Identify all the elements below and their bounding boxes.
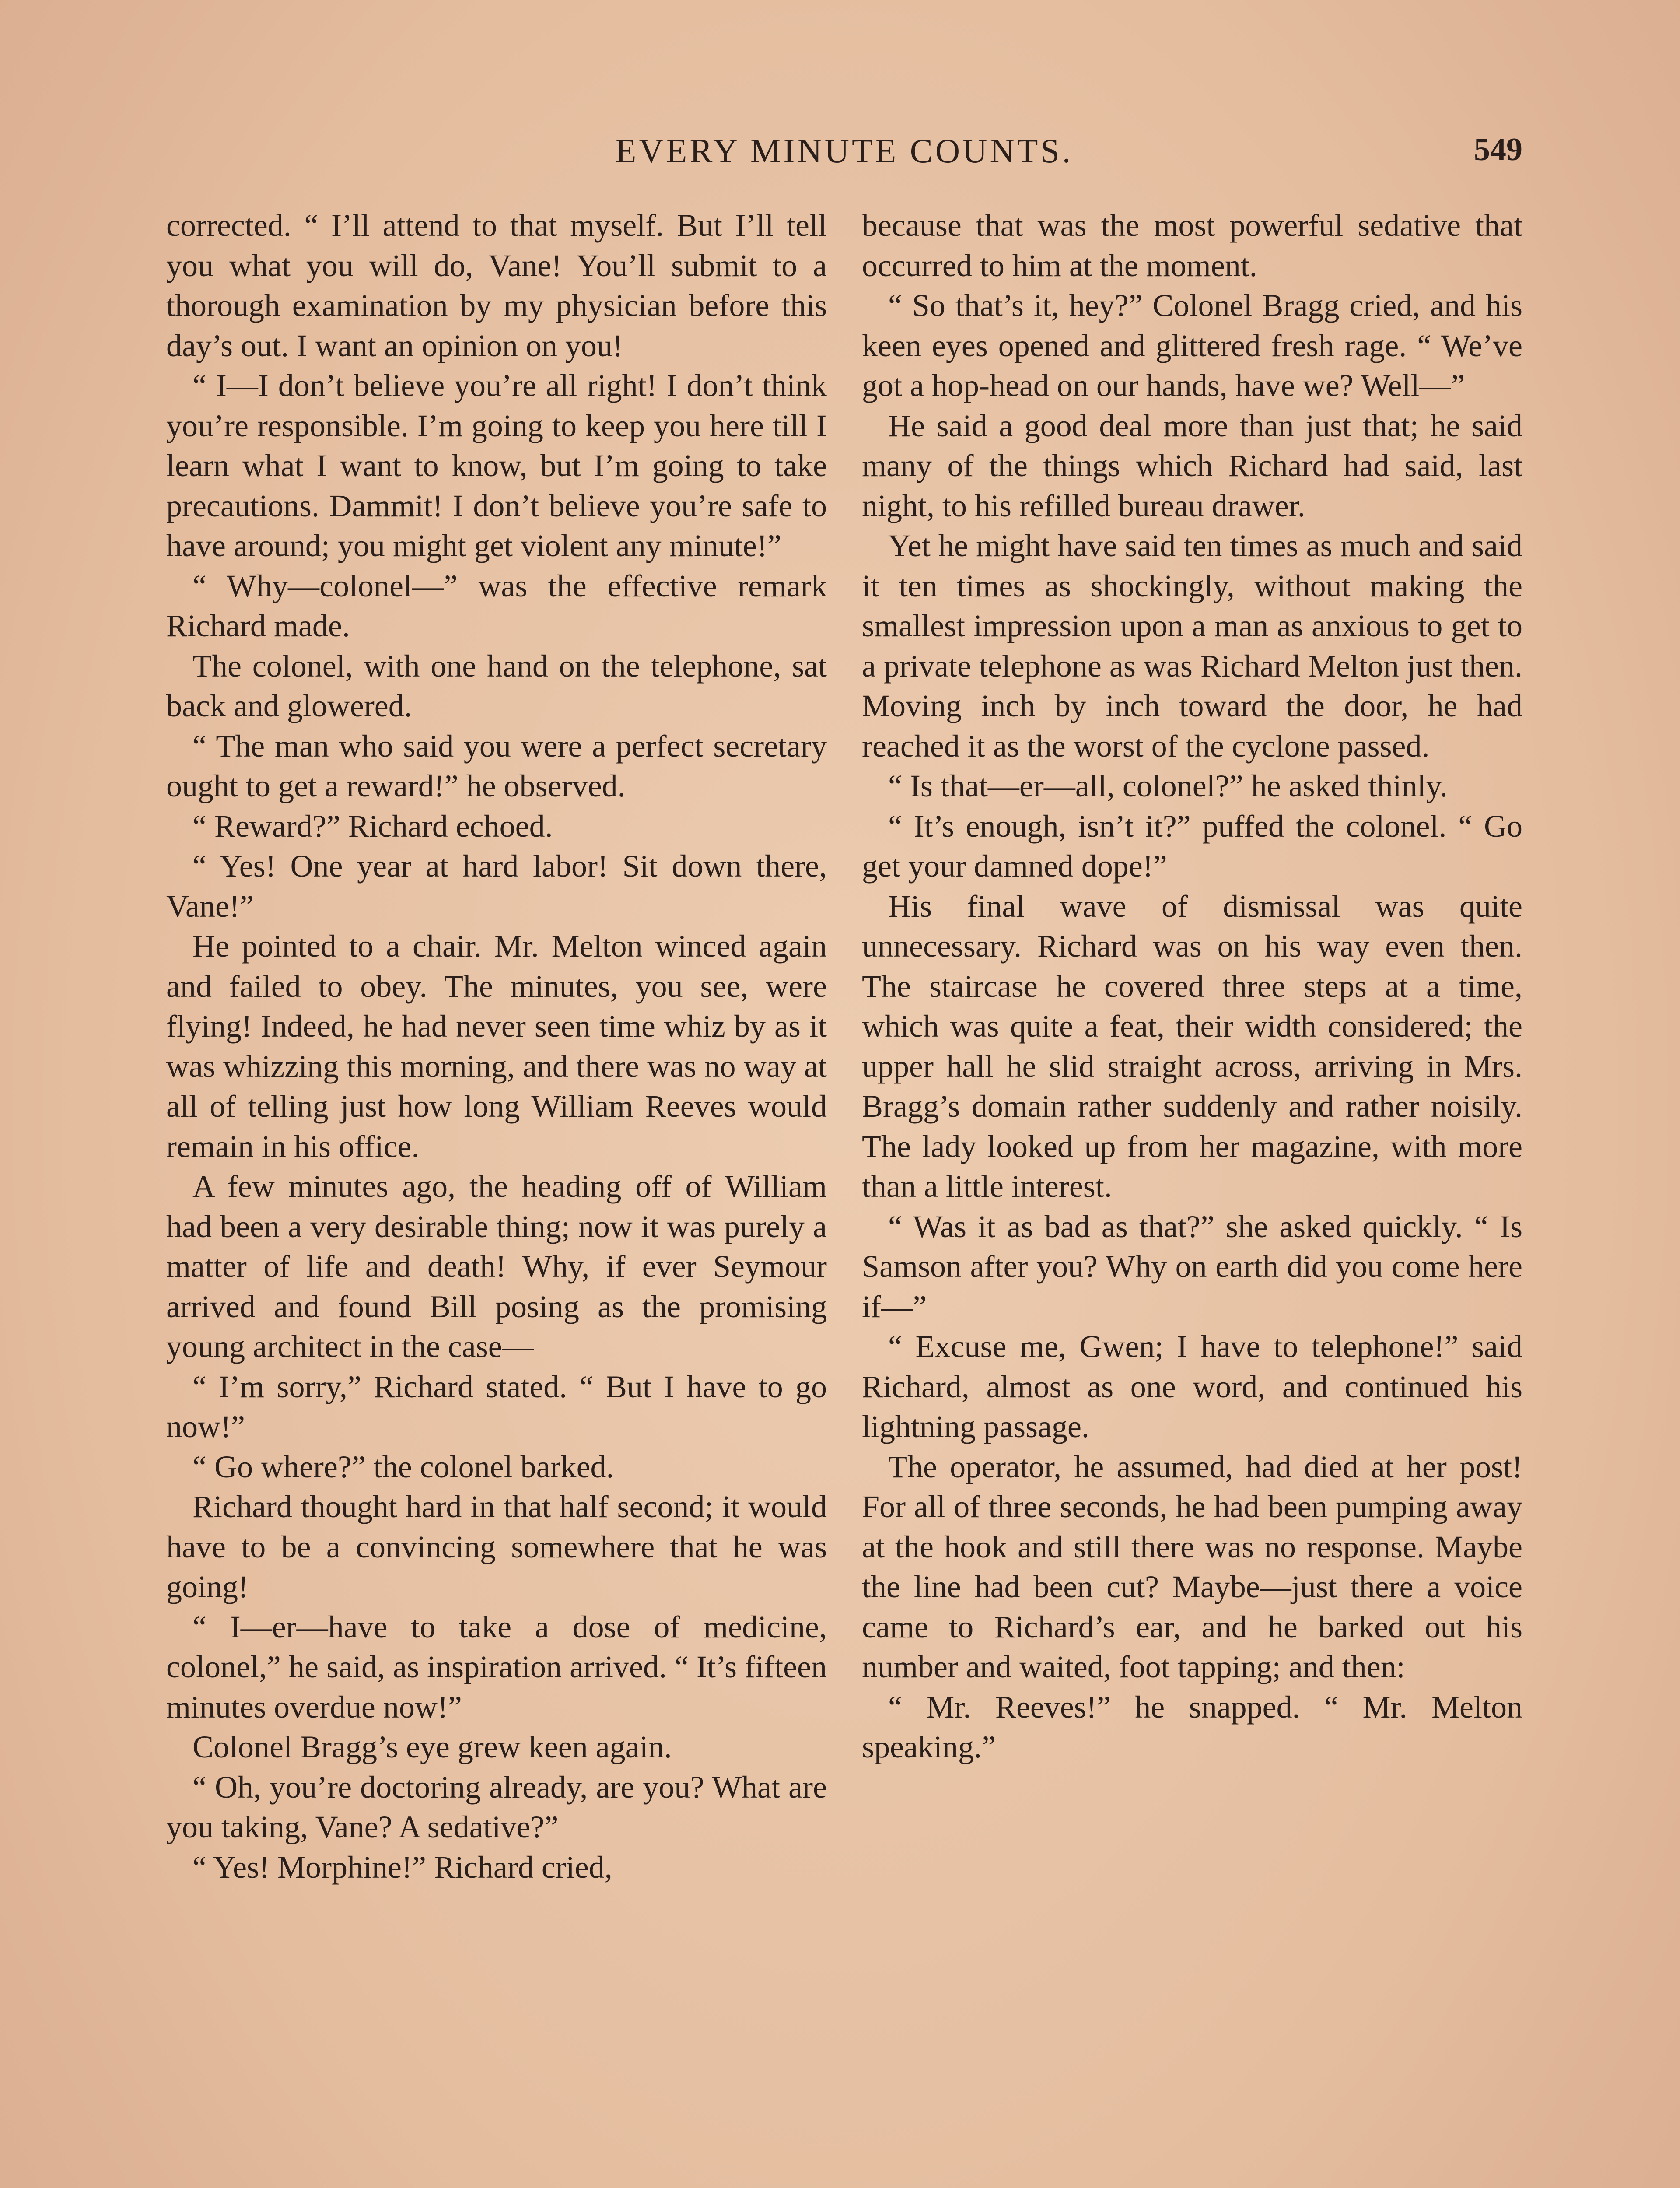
- paragraph: “ Mr. Reeves!” he snapped. “ Mr. Melton speaking.”: [862, 1689, 1522, 1764]
- paragraph: “ I’m sorry,” Richard stated. “ But I have to go now!”: [166, 1369, 827, 1444]
- paragraph: “ Go where?” the colonel barked.: [192, 1449, 614, 1484]
- page-header: [166, 131, 1522, 171]
- paragraph: His final wave of dismissal was quite unnecessary. Richard was on his way even then. The staircase he covered three steps at a time, which was quite a feat, their width considered; the upper hall he slid straight across, arriving in Mrs. Bragg’s domain rather suddenly and rather noisily. The lady looked up from her magazine, with more than a little interest.: [862, 888, 1522, 1204]
- paragraph: “ The man who said you were a perfect secretary ought to get a reward!” he observed.: [166, 728, 827, 803]
- paragraph: The colonel, with one hand on the telephone, sat back and glowered.: [166, 648, 827, 723]
- paragraph: The operator, he assumed, had died at her post! For all of three seconds, he had been pumping away at the hook and still there was no response. Maybe the line had been cut? Maybe—just there a voice came to Richard’s ear, and he barked out his number and waited, foot tapping; and then:: [862, 1449, 1522, 1684]
- paragraph: because that was the most powerful sedative that occurred to him at the moment.: [862, 208, 1522, 283]
- paragraph: “ It’s enough, isn’t it?” puffed the colonel. “ Go get your damned dope!”: [862, 808, 1522, 884]
- page-number: 549: [1474, 132, 1522, 168]
- running-title: EVERY MINUTE COUNTS.: [615, 132, 1074, 170]
- paragraph: He pointed to a chair. Mr. Melton winced again and failed to obey. The minutes, you see, were flying! Indeed, he had never seen time whiz by as it was whizzing this morning, and there was no way at all of telling just how long William Reeves would remain in his office.: [166, 929, 827, 1164]
- paragraph: Colonel Bragg’s eye grew keen again.: [192, 1729, 672, 1764]
- paragraph: “ Yes! One year at hard labor! Sit down there, Vane!”: [166, 849, 827, 924]
- paragraph: “ Yes! Morphine!” Richard cried,: [192, 1849, 612, 1885]
- paragraph: “ Excuse me, Gwen; I have to telephone!” said Richard, almost as one word, and continued his lightning passage.: [862, 1329, 1522, 1444]
- text-columns: [166, 206, 1522, 2188]
- paragraph: He said a good deal more than just that; he said many of the things which Richard had said, last night, to his refilled bureau drawer.: [862, 408, 1522, 523]
- paragraph: “ Why—colonel—” was the effective remark Richard made.: [166, 568, 827, 643]
- paragraph: “ Oh, you’re doctoring already, are you? What are you taking, Vane? A sedative?”: [166, 1769, 827, 1844]
- paragraph: “ Was it as bad as that?” she asked quickly. “ Is Samson after you? Why on earth did you come here if—”: [862, 1209, 1522, 1324]
- paragraph: Richard thought hard in that half second; it would have to be a convincing somewhere that he was going!: [166, 1489, 827, 1604]
- paragraph: “ Reward?” Richard echoed.: [192, 808, 553, 844]
- paragraph: “ I—er—have to take a dose of medicine, colonel,” he said, as inspiration arrived. “ It’s fifteen minutes overdue now!”: [166, 1609, 827, 1725]
- right-column: [862, 206, 1522, 2188]
- paragraph: Yet he might have said ten times as much and said it ten times as shockingly, without making the smallest impression upon a man as anxious to get to a private telephone as was Richard Melton just then. Moving inch by inch toward the door, he had reached it as the worst of the cyclone passed.: [862, 528, 1522, 764]
- paragraph: “ Is that—er—all, colonel?” he asked thinly.: [888, 768, 1448, 803]
- paragraph: “ I—I don’t believe you’re all right! I don’t think you’re responsible. I’m going to keep you here till I learn what I want to know, but I’m going to take precautions. Dammit! I don’t believe you’re safe to have around; you might get violent any minute!”: [166, 368, 827, 563]
- paragraph: A few minutes ago, the heading off of William had been a very desirable thing; now it was purely a matter of life and death! Why, if ever Seymour arrived and found Bill posing as the promising young architect in the case—: [166, 1169, 827, 1364]
- paragraph: corrected. “ I’ll attend to that myself. But I’ll tell you what you will do, Vane! You’ll submit to a thorough examination by my physician before this day’s out. I want an opinion on you!: [166, 208, 827, 363]
- paragraph: “ So that’s it, hey?” Colonel Bragg cried, and his keen eyes opened and glittered fresh rage. “ We’ve got a hop-head on our hands, have we? Well—”: [862, 288, 1522, 403]
- left-column: [166, 206, 827, 2188]
